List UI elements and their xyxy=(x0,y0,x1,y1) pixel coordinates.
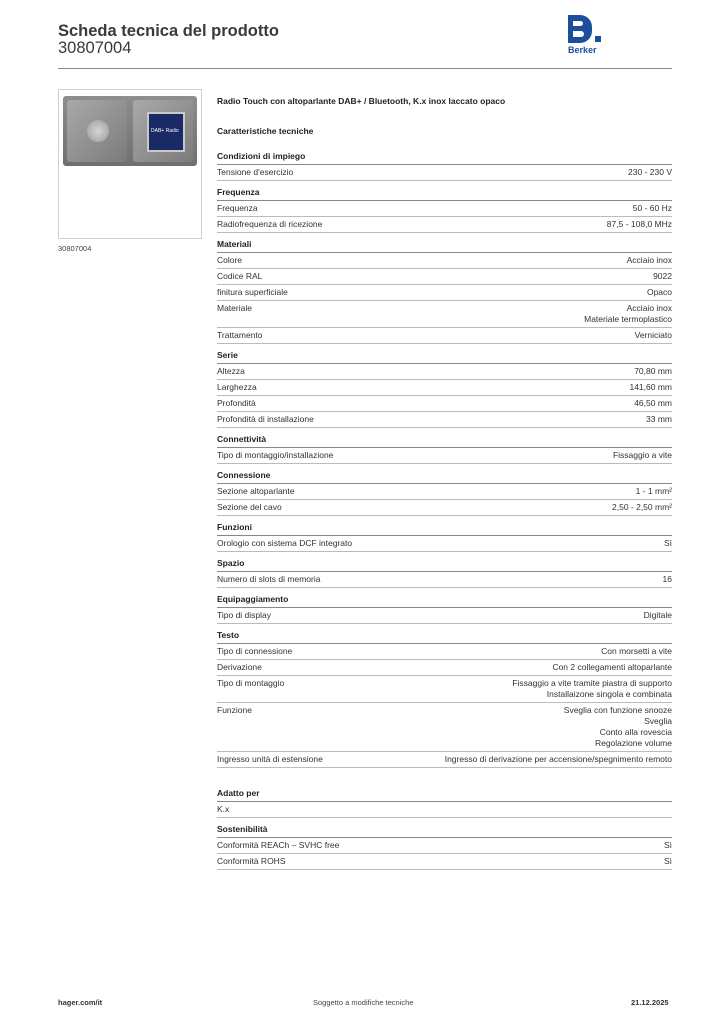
spec-key: Conformità ROHS xyxy=(217,856,286,866)
spec-key: Tipo di montaggio xyxy=(217,678,285,688)
spec-value xyxy=(664,538,672,549)
spec-value xyxy=(636,486,672,497)
spec-row xyxy=(217,412,672,428)
spec-value xyxy=(445,754,672,765)
spec-value-line: 1 - 1 mm² xyxy=(635,486,672,496)
section-title: Testo xyxy=(217,630,672,644)
spec-value-line xyxy=(670,804,672,815)
spec-value-line: Sì xyxy=(663,538,672,548)
spec-key: Sezione altoparlante xyxy=(217,486,295,496)
spec-section xyxy=(217,788,672,818)
spec-row xyxy=(217,752,672,768)
spec-row xyxy=(217,536,672,552)
spec-value-line: 46,50 mm xyxy=(634,398,672,408)
spec-value-line: Con morsetti a vite xyxy=(601,646,672,656)
spec-section xyxy=(217,594,672,624)
section-title: Connessione xyxy=(217,470,672,484)
spec-section xyxy=(217,630,672,768)
spec-row xyxy=(217,838,672,854)
spec-key: Tipo di montaggio/installazione xyxy=(217,450,334,460)
spec-key: Tipo di display xyxy=(217,610,272,620)
spec-row xyxy=(217,285,672,301)
spec-value xyxy=(634,398,672,409)
spec-row xyxy=(217,165,672,181)
spec-value xyxy=(653,271,672,282)
spec-value-line: Digitale xyxy=(643,610,672,620)
spec-row xyxy=(217,854,672,870)
spec-key: Materiale xyxy=(217,303,252,313)
spec-key: Sezione del cavo xyxy=(217,502,282,512)
spec-value-line: Fissaggio a vite xyxy=(612,450,672,460)
spec-key: K.x xyxy=(217,804,230,814)
spec-value-line: 141,60 mm xyxy=(629,382,672,392)
document-title: Scheda tecnica del prodotto xyxy=(58,22,279,40)
spec-key: Numero di slots di memoria xyxy=(217,574,321,584)
spec-value-line: Regolazione volume xyxy=(594,738,672,748)
spec-value-line: 33 mm xyxy=(646,414,672,424)
spec-value xyxy=(663,574,672,585)
speaker-icon xyxy=(87,120,109,142)
spec-value xyxy=(613,450,672,461)
section-title: Frequenza xyxy=(217,187,672,201)
spec-value-line: Sveglia xyxy=(644,716,672,726)
spec-sections xyxy=(217,151,672,870)
spec-row xyxy=(217,608,672,624)
spec-value-line: 16 xyxy=(662,574,672,584)
spec-value xyxy=(607,219,672,230)
spec-row xyxy=(217,500,672,516)
image-caption: 30807004 xyxy=(58,244,92,253)
spec-row xyxy=(217,364,672,380)
footer-note: Soggetto a modifiche tecniche xyxy=(313,998,414,1007)
spec-value-line: Sveglia con funzione snooze xyxy=(563,705,672,715)
spec-row xyxy=(217,484,672,500)
spec-value xyxy=(627,255,672,266)
spec-value-line: Materiale termoplastico xyxy=(584,314,672,324)
spec-row xyxy=(217,572,672,588)
section-title: Equipaggiamento xyxy=(217,594,672,608)
spec-value xyxy=(564,705,672,749)
spec-key: finitura superficiale xyxy=(217,287,288,297)
berker-logo xyxy=(568,15,608,57)
spec-key: Orologio con sistema DCF integrato xyxy=(217,538,353,548)
spec-section xyxy=(217,434,672,464)
spec-row xyxy=(217,328,672,344)
spec-value-line: 9022 xyxy=(653,271,672,281)
spec-row xyxy=(217,703,672,752)
spec-value-line: Acciaio inox xyxy=(626,255,672,265)
section-title: Sostenibilità xyxy=(217,824,672,838)
spec-value-line: Conto alla rovescia xyxy=(599,727,672,737)
section-title: Serie xyxy=(217,350,672,364)
spec-value-line: Installaizone singola e combinata xyxy=(546,689,672,699)
screen-text: DAB+ Radio xyxy=(151,128,179,134)
spec-row xyxy=(217,380,672,396)
spec-value xyxy=(647,287,672,298)
spec-value xyxy=(629,382,672,393)
spec-value xyxy=(664,856,672,867)
spec-key: Ingresso unità di estensione xyxy=(217,754,323,764)
spec-key: Tensione d'esercizio xyxy=(217,167,294,177)
spec-row xyxy=(217,644,672,660)
spec-key: Derivazione xyxy=(217,662,262,672)
spec-value xyxy=(635,330,672,341)
spec-row xyxy=(217,676,672,703)
spec-key: Altezza xyxy=(217,366,245,376)
spec-key: Colore xyxy=(217,255,243,265)
section-title: Funzioni xyxy=(217,522,672,536)
header-divider xyxy=(58,68,672,69)
spec-value xyxy=(552,662,672,673)
spec-value xyxy=(633,203,672,214)
spec-row xyxy=(217,802,672,818)
footer-date: 21.12.2025 xyxy=(631,998,669,1007)
spec-content xyxy=(217,96,672,876)
spec-value-line: 70,80 mm xyxy=(634,366,672,376)
spec-value-line: 2,50 - 2,50 mm² xyxy=(612,502,672,512)
spec-value xyxy=(644,610,672,621)
spec-value-line: Ingresso di derivazione per accensione/spegnimento remoto xyxy=(444,754,672,764)
logo-b-icon xyxy=(568,15,592,43)
spec-section xyxy=(217,824,672,870)
spec-value-line: Opaco xyxy=(646,287,672,297)
spec-value xyxy=(612,502,672,513)
radio-screen xyxy=(147,112,185,152)
spec-row xyxy=(217,269,672,285)
spec-key: Funzione xyxy=(217,705,252,715)
tech-heading: Caratteristiche tecniche xyxy=(217,126,314,136)
spec-value xyxy=(601,646,672,657)
spec-value xyxy=(664,840,672,851)
spec-value-line: Sì xyxy=(663,840,672,850)
spec-row xyxy=(217,660,672,676)
spec-row xyxy=(217,201,672,217)
spec-row xyxy=(217,301,672,328)
spec-value-line: Acciaio inox xyxy=(626,303,672,313)
spec-value xyxy=(628,167,672,178)
spec-section xyxy=(217,239,672,344)
footer-website: hager.com/it xyxy=(58,998,103,1007)
spec-value-line: 230 - 230 V xyxy=(628,167,672,177)
spec-key: Profondità di installazione xyxy=(217,414,314,424)
spec-key: Profondità xyxy=(217,398,256,408)
spec-key: Larghezza xyxy=(217,382,257,392)
spec-key: Codice RAL xyxy=(217,271,263,281)
spec-row xyxy=(217,217,672,233)
spec-value-line: Fissaggio a vite tramite piastra di supporto xyxy=(512,678,672,688)
spec-section xyxy=(217,151,672,181)
spec-value xyxy=(670,804,672,815)
spec-section xyxy=(217,187,672,233)
spec-value-line: Sì xyxy=(663,856,672,866)
section-title: Materiali xyxy=(217,239,672,253)
spec-key: Trattamento xyxy=(217,330,263,340)
spec-value-line: 87,5 - 108,0 MHz xyxy=(606,219,672,229)
spec-value xyxy=(646,414,672,425)
product-code: 30807004 xyxy=(58,39,132,57)
spec-key: Frequenza xyxy=(217,203,258,213)
spec-key: Conformità REACh – SVHC free xyxy=(217,840,340,850)
spec-value xyxy=(584,303,672,325)
spec-key: Tipo di connessione xyxy=(217,646,293,656)
product-image xyxy=(58,89,202,239)
spec-value-line: Con 2 collegamenti altoparlante xyxy=(552,662,672,672)
section-title: Spazio xyxy=(217,558,672,572)
spec-value-line: Verniciato xyxy=(634,330,672,340)
spec-section xyxy=(217,470,672,516)
spec-section xyxy=(217,350,672,428)
section-title: Adatto per xyxy=(217,788,672,802)
spec-section xyxy=(217,522,672,552)
logo-text: Berker xyxy=(568,45,597,55)
spec-section xyxy=(217,558,672,588)
spec-row xyxy=(217,448,672,464)
spec-value-line: 50 - 60 Hz xyxy=(632,203,672,213)
spec-value xyxy=(634,366,672,377)
section-title: Condizioni di impiego xyxy=(217,151,672,165)
spec-value xyxy=(512,678,672,700)
section-title: Connettività xyxy=(217,434,672,448)
spec-row xyxy=(217,396,672,412)
spec-row xyxy=(217,253,672,269)
product-title: Radio Touch con altoparlante DAB+ / Bluetooth, K.x inox laccato opaco xyxy=(217,96,506,106)
spec-key: Radiofrequenza di ricezione xyxy=(217,219,323,229)
